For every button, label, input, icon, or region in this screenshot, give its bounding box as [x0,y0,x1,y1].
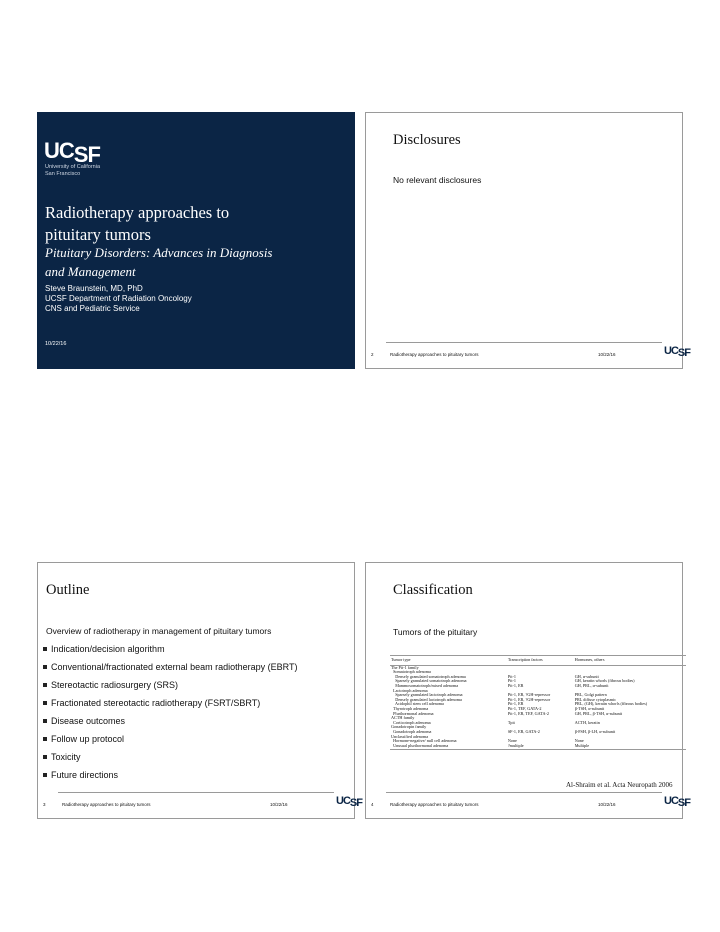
table-cell: GH, PRL, α-subunit [574,682,609,688]
footer-title: Radiotherapy approaches to pituitary tumors [390,802,479,807]
table-cell: Thyrotroph adenoma [391,705,429,711]
footer-divider [386,342,662,343]
table-cell: PRL, (GH), keratin whorls (fibrous bodies) [574,701,648,707]
table-cell: Pit-1, TEF, GATA-2 [507,705,542,711]
footer-divider [386,792,662,793]
bullet-icon [43,701,47,705]
slide-title: Outline [46,582,90,598]
column-header: Tumor type [390,656,507,666]
table-cell: ACTH family [391,715,415,721]
title-slide [37,112,355,369]
slide-number: 2 [371,352,374,357]
slide-footer [366,790,690,818]
bullet-icon [43,665,47,669]
table-cell: Densely granulated lactotroph adenoma [391,696,462,702]
table-cell: None [507,738,517,744]
slide-number: 4 [371,802,374,807]
table-cell: Pit-1, ER, ?GH-repressor [507,696,551,702]
list-item: Toxicity [43,748,297,766]
table-cell: The Pit-1 family [391,664,419,670]
author-block: Steve Braunstein, MD, PhD UCSF Department of Radiation Oncology CNS and Pediatric Service [45,284,192,313]
table-cell: Multiple [574,744,686,750]
table-cell: GH, keratin whorls (fibrous bodies) [574,678,635,684]
list-item: Follow up protocol [43,730,297,748]
table-cell: Corticotroph adenoma [391,719,431,725]
table-cell: ACTH, keratin [574,719,600,725]
footer-title: Radiotherapy approaches to pituitary tumors [62,802,151,807]
citation: Al-Shraim et al. Acta Neuropath 2006 [566,781,673,789]
list-item: Future directions [43,766,297,784]
slide-title: Classification [393,582,473,598]
outline-lead: Overview of radiotherapy in management of pituitary tumors [46,626,272,636]
table-cell: β-TSH, α-subunit [574,705,605,711]
presentation-date: 10/22/16 [45,341,67,347]
bullet-icon [43,647,47,651]
table-cell: Hormone-negative/ null cell adenoma [391,738,457,744]
table-cell: Pit-1, ER, TEF, GATA-2 [507,710,549,716]
slide-title: Disclosures [393,132,461,148]
list-item: Stereotactic radiosurgery (SRS) [43,676,297,694]
table-cell: GH, PRL, β-TSH, α-subunit [574,710,623,716]
table-cell: ?multiple [507,744,574,750]
outline-list [43,640,297,784]
table-cell: Sparsely granulated lactotroph adenoma [391,692,463,698]
table-cell: Mammosomatotroph/mixed adenoma [391,682,459,688]
bullet-icon [43,737,47,741]
table-cell: None [574,738,584,744]
slide-footer [38,790,362,818]
ucsf-logo: UCSF [336,795,362,809]
table-cell: Plurihormonal adenoma [391,710,434,716]
table-cell: Somatotroph adenoma [391,669,431,675]
ucsf-logo: UCSF [664,345,690,359]
disclosures-text: No relevant disclosures [393,175,482,185]
table-cell: Gonadotropin family [391,724,427,730]
table-cell: Tpit [507,719,515,725]
table-cell: SF-1, ER, GATA-2 [507,728,540,734]
table-cell: Gonadotroph adenoma [391,728,432,734]
presentation-subtitle: Pituitary Disorders: Advances in Diagnosis and Management [45,245,273,279]
column-header: Transcription factors [507,656,574,666]
outline-slide [37,562,362,819]
ucsf-logo: UCSF [44,138,100,167]
table-cell: PRL, Golgi pattern [574,692,607,698]
table-cell: Unclassified adenoma [391,733,429,739]
presentation-title: Radiotherapy approaches to pituitary tumors [45,203,230,244]
slide-footer [366,340,690,368]
table-cell: Densely granulated somatotroph adenoma [391,673,466,679]
table-cell: Unusual plurihormonal adenoma [390,744,507,750]
disclosures-slide [365,112,690,369]
classification-table [390,655,686,750]
table-cell: Pit-1 [507,673,516,679]
bullet-icon [43,755,47,759]
footer-title: Radiotherapy approaches to pituitary tumors [390,352,479,357]
list-item: Fractionated stereotactic radiotherapy (FSRT/SBRT) [43,694,297,712]
list-item: Disease outcomes [43,712,297,730]
table-cell: Sparsely granulated somatotroph adenoma [391,678,467,684]
slide-number: 3 [43,802,46,807]
bullet-icon [43,773,47,777]
classification-lead: Tumors of the pituitary [393,627,478,637]
table-cell: GH, α-subunit [574,673,599,679]
classification-slide [365,562,690,819]
table-header-row [390,656,686,666]
table-cell: Pit-1, ER [507,701,524,707]
table-cell: Pit-1 [507,678,516,684]
column-header: Hormones, others [574,656,686,666]
table-cell: Lactotroph adenoma [391,687,428,693]
footer-divider [58,792,334,793]
table-cell: Pit-1, ER [507,682,524,688]
bullet-icon [43,683,47,687]
bullet-icon [43,719,47,723]
list-item: Indication/decision algorithm [43,640,297,658]
footer-date: 10/22/16 [598,352,616,357]
table-cell: PRL diffuse cytoplasmic [574,696,617,702]
list-item: Conventional/fractionated external beam radiotherapy (EBRT) [43,658,297,676]
university-name: University of California San Francisco [45,164,101,177]
footer-date: 10/22/16 [598,802,616,807]
table-row [390,744,686,750]
table-cell: Pit-1, ER, ?GH-repressor [507,692,551,698]
table-cell: β-FSH, β-LH, α-subunit [574,728,616,734]
footer-date: 10/22/16 [270,802,288,807]
table-cell: Acidophil stem cell adenoma [391,701,444,707]
ucsf-logo: UCSF [664,795,690,809]
